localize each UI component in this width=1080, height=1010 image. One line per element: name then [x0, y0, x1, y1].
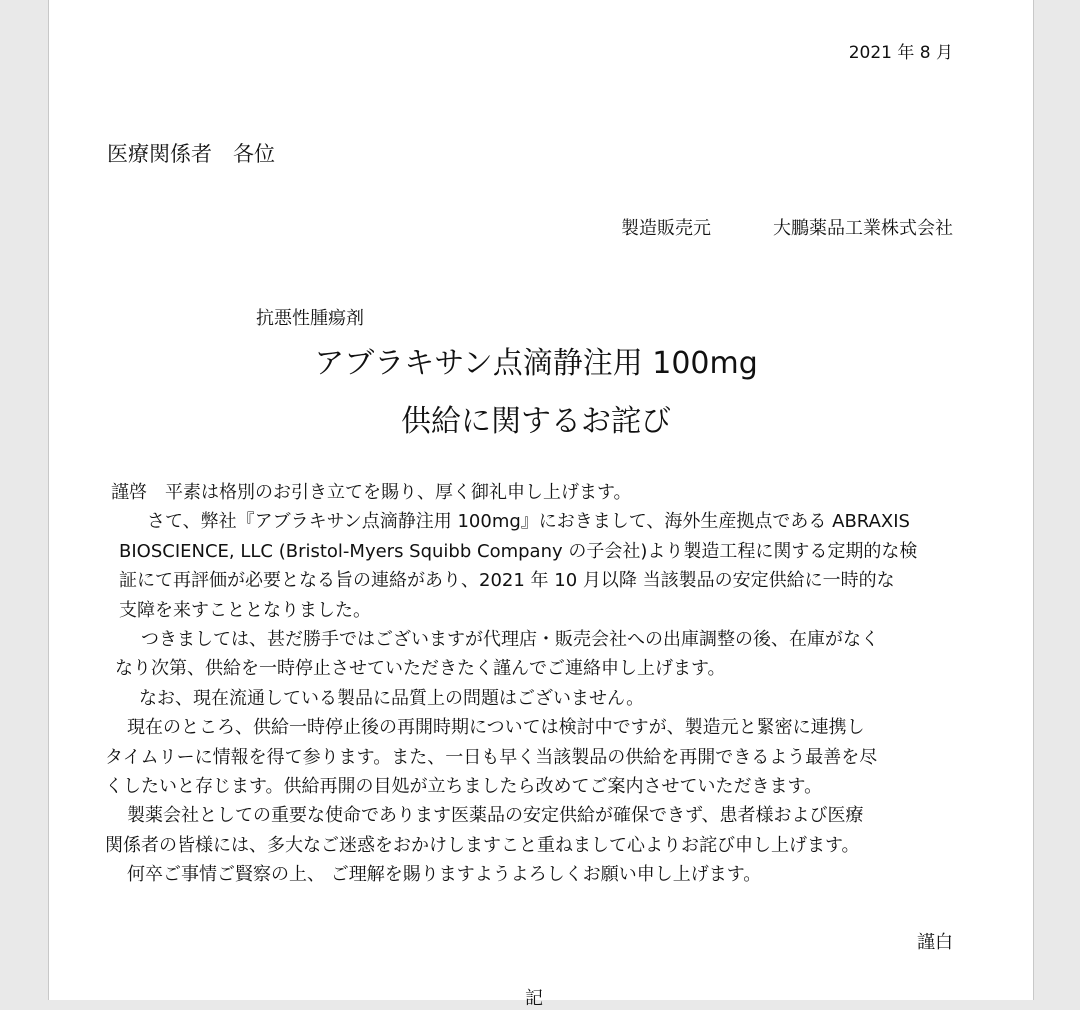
body-line: つきましては、甚だ勝手ではございますが代理店・販売会社への出庫調整の後、在庫がなく	[123, 628, 879, 650]
title-line-1: アブラキサン点滴静注用 100mg	[314, 346, 758, 381]
body-text	[105, 478, 1025, 889]
addressee: 医療関係者 各位	[107, 142, 275, 166]
body-line: 関係者の皆様には、多大なご迷惑をおかけしますこと重ねまして心よりお詫び申し上げます。	[105, 834, 860, 856]
body-line: 何卒ご事情ご賢察の上、 ご理解を賜りますようよろしくお願い申し上げます。	[109, 864, 762, 886]
title-line-2: 供給に関するお詫び	[401, 404, 671, 439]
body-line: 証にて再評価が必要となる旨の連絡があり、2021 年 10 月以降 当該製品の安定供給に一時的な	[119, 570, 895, 592]
body-line: 支障を来すこととなりました。	[119, 599, 371, 621]
section-mark: 記	[525, 988, 543, 1009]
sender-company: 大鵬薬品工業株式会社	[773, 218, 953, 239]
body-line: 謹啓 平素は格別のお引き立てを賜り、厚く御礼申し上げます。	[111, 482, 632, 503]
body-line: 現在のところ、供給一時停止後の再開時期については検討中ですが、製造元と緊密に連携し	[109, 717, 865, 739]
closing-word: 謹白	[917, 932, 953, 953]
body-line: くしたいと存じます。供給再開の目処が立ちましたら改めてご案内させていただきます。	[105, 775, 823, 797]
sender	[621, 214, 953, 240]
date: 2021 年 8 月	[848, 43, 953, 63]
body-line: タイムリーに情報を得て参ります。また、一日も早く当該製品の供給を再開できるよう最善を尽	[105, 746, 878, 768]
drug-category: 抗悪性腫瘍剤	[256, 308, 364, 329]
body-line: さて、弊社『アブラキサン点滴静注用 100mg』におきまして、海外生産拠点である ABRAXIS	[129, 511, 910, 533]
sender-label: 製造販売元	[621, 218, 711, 239]
body-line: なお、現在流通している製品に品質上の問題はございません。	[121, 687, 645, 709]
body-line: 製薬会社としての重要な使命であります医薬品の安定供給が確保できず、患者様および医療	[109, 805, 864, 827]
body-line: BIOSCIENCE, LLC (Bristol-Myers Squibb Company の子会社)より製造工程に関する定期的な検	[119, 540, 918, 562]
document-page	[48, 0, 1034, 1009]
body-line: なり次第、供給を一時停止させていただきたく謹んでご連絡申し上げます。	[115, 658, 726, 680]
